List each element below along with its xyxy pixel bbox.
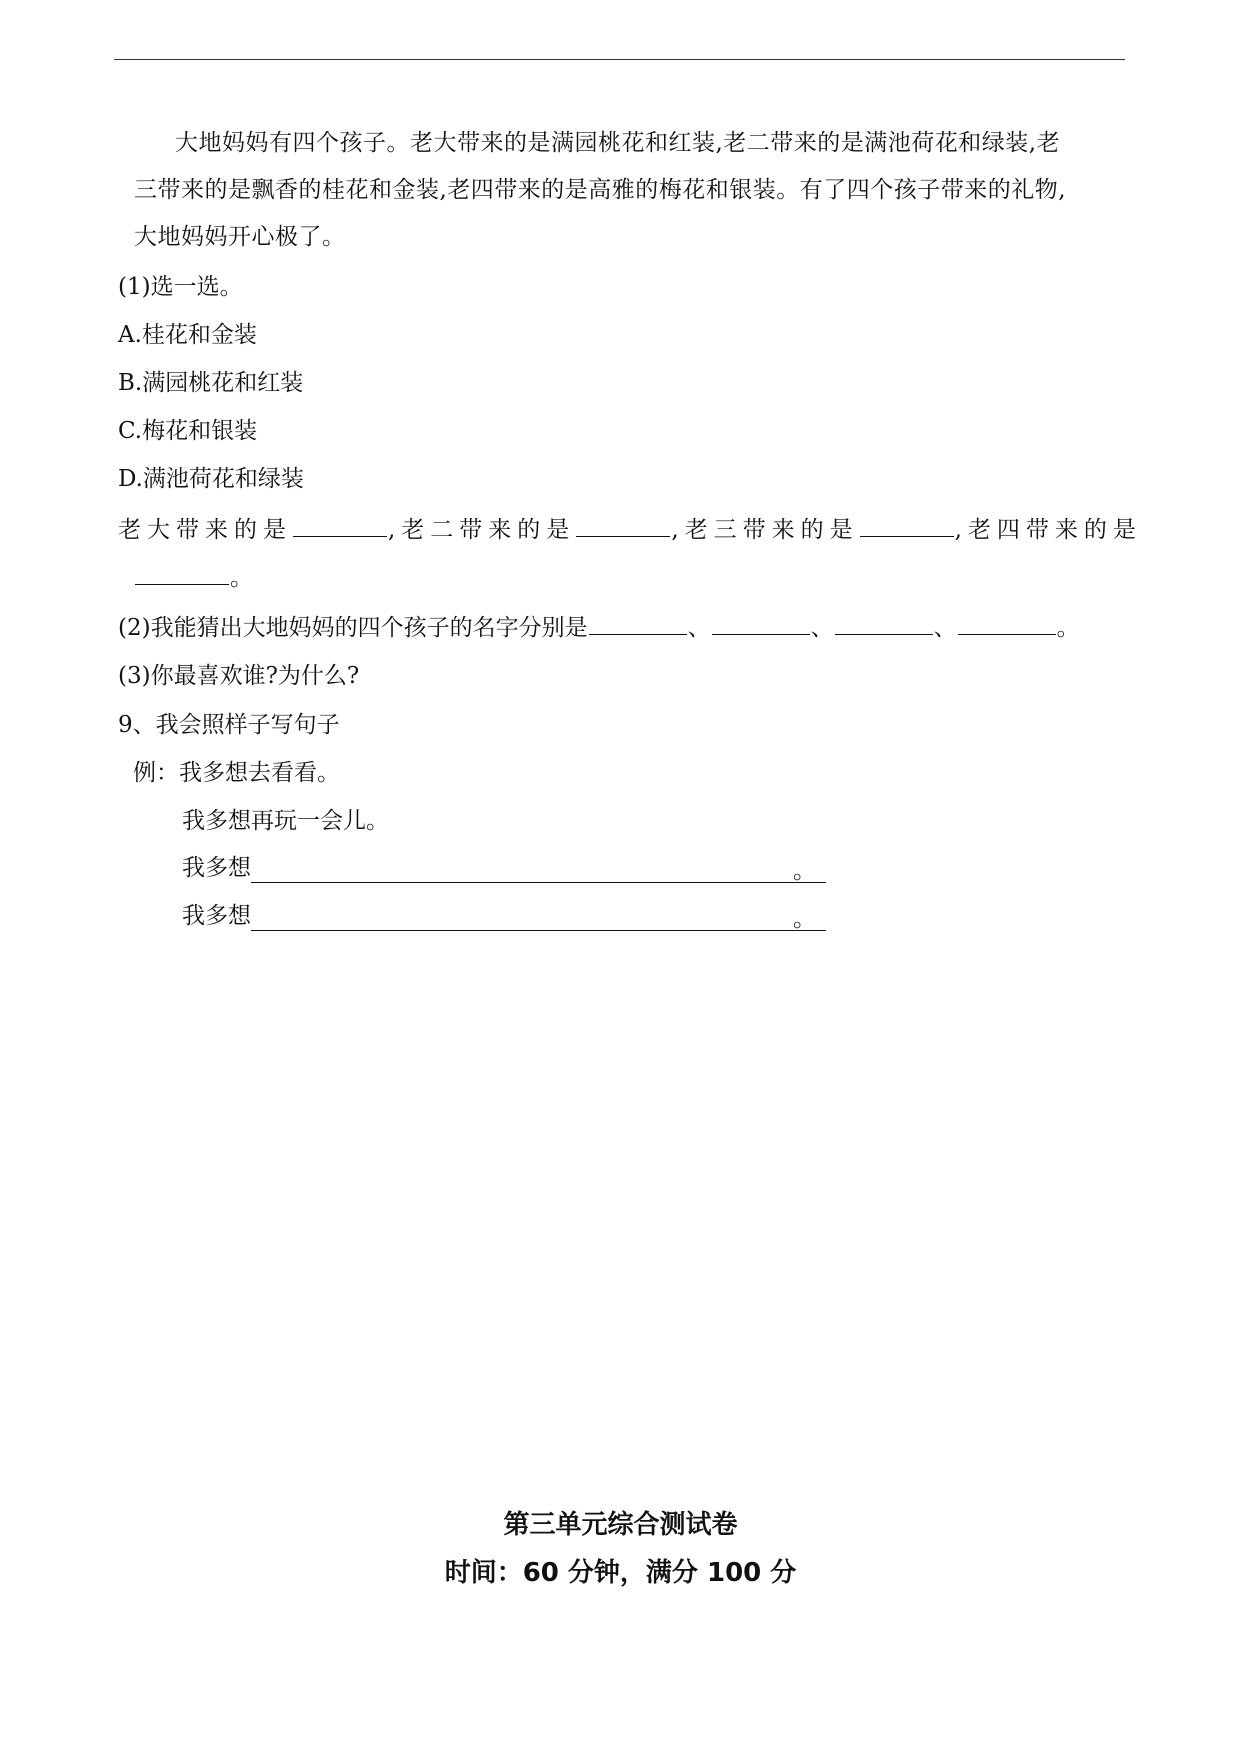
unit-test-title: 第三单元综合测试卷 <box>503 1510 738 1540</box>
name-blank-4[interactable] <box>958 612 1056 635</box>
write-end-2: 。 <box>793 906 816 932</box>
unit-test-subtitle: 时间：60 分钟，满分 100 分 <box>444 1558 797 1588</box>
option-c: C.梅花和银装 <box>118 418 258 444</box>
passage-line-1: 大地妈妈有四个孩子。老大带来的是满园桃花和红装,老二带来的是满池荷花和绿装,老 <box>175 130 1061 156</box>
write-prompt-1: 我多想 <box>182 855 251 881</box>
question-1-fill-line-2 <box>134 562 253 593</box>
example-label: 例： <box>133 760 179 786</box>
fill-part-2: ,老二带来的是 <box>388 517 576 543</box>
question-2-text: (2)我能猜出大地妈妈的四个孩子的名字分别是 <box>118 615 588 641</box>
example-sentence-2: 我多想再玩一会儿。 <box>182 808 389 834</box>
option-a: A.桂花和金装 <box>118 322 257 348</box>
question-9-title: 9、我会照样子写句子 <box>118 712 340 738</box>
name-blank-1[interactable] <box>589 612 687 635</box>
write-line-1 <box>182 853 826 883</box>
write-end-1: 。 <box>793 858 816 884</box>
fill-part-4: ,老四带来的是 <box>954 517 1142 543</box>
write-prompt-2: 我多想 <box>182 903 251 929</box>
option-b: B.满园桃花和红装 <box>118 370 304 396</box>
question-3: (3)你最喜欢谁?为什么? <box>118 663 360 689</box>
name-blank-3[interactable] <box>835 612 933 635</box>
passage-line-3: 大地妈妈开心极了。 <box>134 224 346 250</box>
name-blank-2[interactable] <box>712 612 810 635</box>
question-2-end: 。 <box>1056 615 1080 641</box>
example-line-1 <box>133 758 340 788</box>
separator-2: 、 <box>810 615 834 641</box>
question-1-fill-line <box>118 514 1142 545</box>
write-answer-field-2[interactable] <box>251 902 826 931</box>
question-1-prompt: (1)选一选。 <box>118 274 243 300</box>
passage-line-2: 三带来的是飘香的桂花和金装,老四带来的是高雅的梅花和银装。有了四个孩子带来的礼物, <box>134 177 1067 203</box>
write-answer-field-1[interactable] <box>251 854 826 883</box>
separator-1: 、 <box>687 615 711 641</box>
answer-blank-3[interactable] <box>860 514 954 537</box>
answer-blank-1[interactable] <box>293 514 387 537</box>
fill-part-1: 老大带来的是 <box>118 517 292 543</box>
example-sentence-1: 我多想去看看。 <box>179 760 340 786</box>
write-line-2 <box>182 901 826 931</box>
fill-end: 。 <box>230 565 253 591</box>
separator-3: 、 <box>933 615 957 641</box>
answer-blank-2[interactable] <box>576 514 670 537</box>
option-d: D.满池荷花和绿装 <box>118 466 304 492</box>
question-2 <box>118 612 1080 643</box>
answer-blank-4[interactable] <box>135 562 229 585</box>
fill-part-3: ,老三带来的是 <box>671 517 859 543</box>
header-rule <box>114 59 1125 60</box>
